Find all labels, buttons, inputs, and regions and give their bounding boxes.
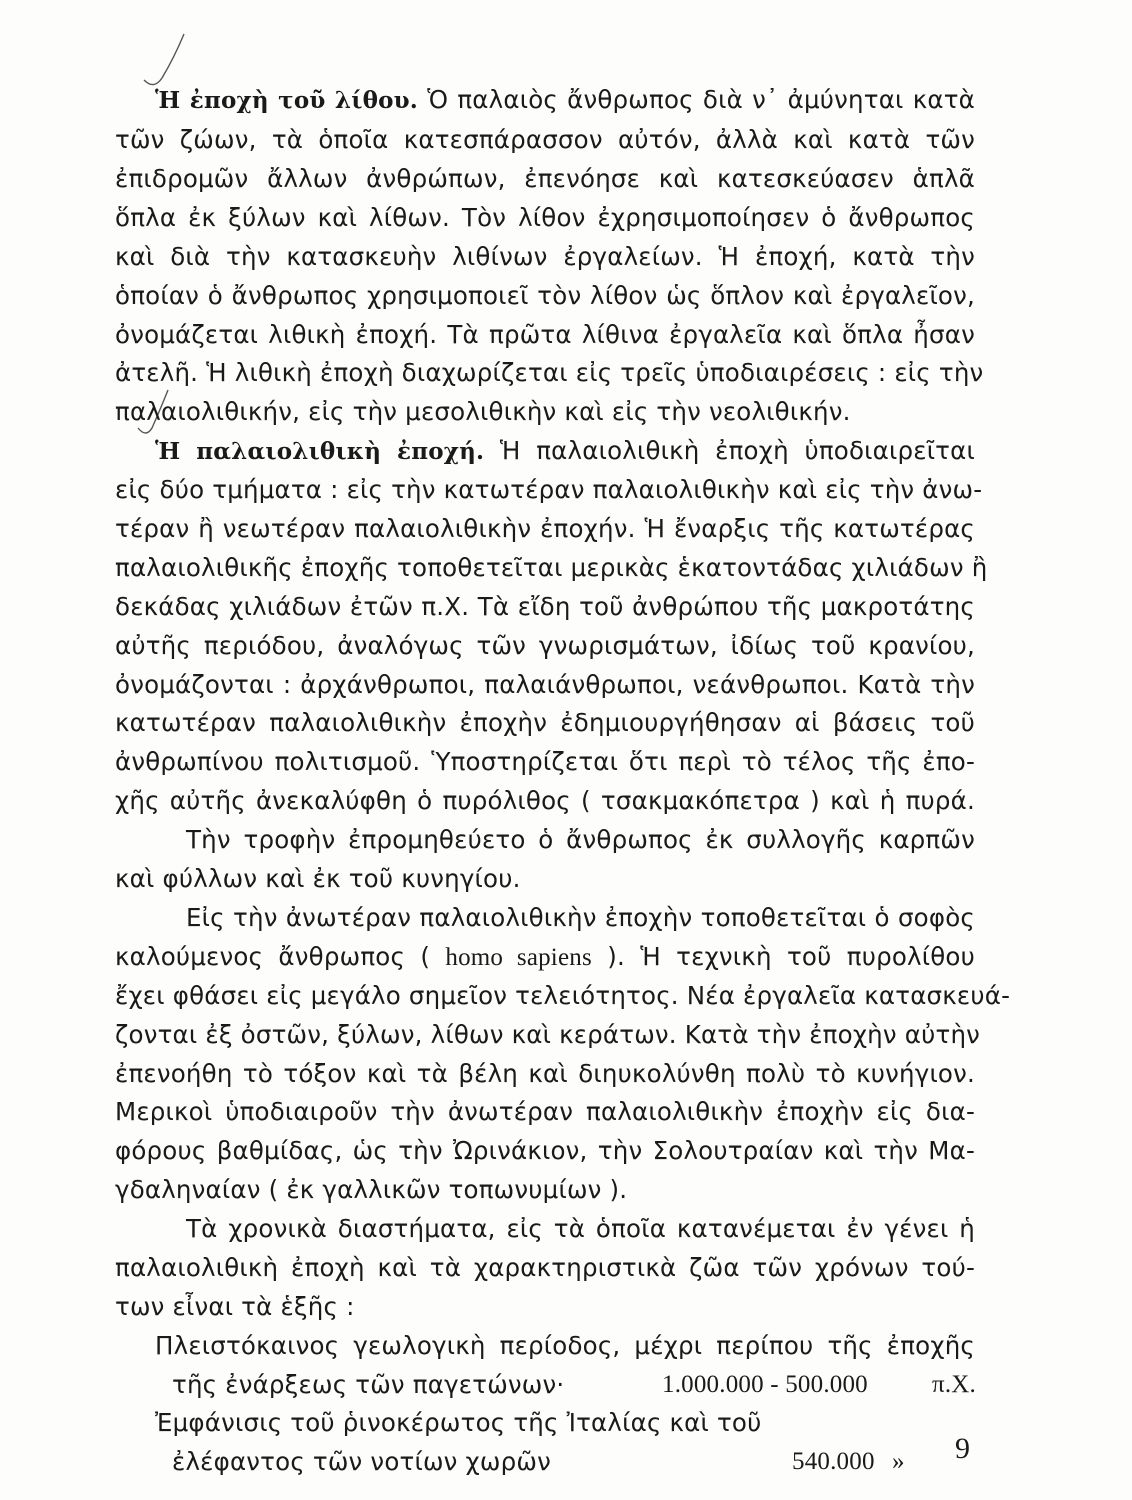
paragraph-4-line: ἐπενοήθη τὸ τόξον καὶ τὰ βέλη καὶ διηυκολύνθη πολὺ τὸ κυνήγιον. — [115, 1059, 975, 1088]
paragraph-4-line: γδαληναίαν ( ἐκ γαλλικῶν τοπωνυμίων ). — [115, 1175, 628, 1204]
paragraph-4-line: Μερικοὶ ὑποδιαιροῦν τὴν ἀνωτέραν παλαιολιθικὴν ἐποχὴν εἰς δια- — [115, 1097, 975, 1126]
paragraph-3-line: καὶ φύλλων καὶ ἐκ τοῦ κυνηγίου. — [115, 864, 521, 893]
paragraph-1-line: ὅπλα ἐκ ξύλων καὶ λίθων. Τὸν λίθον ἐχρησιμοποίησεν ὁ ἄνθρωπος — [115, 203, 975, 232]
paragraph-5-line: των εἶναι τὰ ἑξῆς : — [115, 1292, 355, 1321]
paragraph-2-line-1: Ἡ παλαιολιθικὴ ἐποχή. Ἡ παλαιολιθικὴ ἐποχὴ ὑποδιαιρεῖται — [155, 436, 975, 465]
paragraph-2-line: ἀνθρωπίνου πολιτισμοῦ. Ὑποστηρίζεται ὅτι περὶ τὸ τέλος τῆς ἐπο- — [115, 747, 975, 776]
timeline-unit: » — [892, 1448, 905, 1475]
paragraph-4-line: ἔχει φθάσει εἰς μεγάλο σημεῖον τελειότητος. Νέα ἐργαλεῖα κατασκευά- — [115, 981, 1011, 1010]
paragraph-4-line: φόρους βαθμίδας, ὡς τὴν Ὠρινάκιον, τὴν Σολουτραίαν καὶ τὴν Μα- — [115, 1136, 975, 1165]
section-heading-paleolithic: Ἡ παλαιολιθικὴ ἐποχή. — [155, 438, 485, 465]
timeline-value: 540.000 — [792, 1448, 875, 1475]
paragraph-2-line: δεκάδας χιλιάδων ἐτῶν π.Χ. Τὰ εἴδη τοῦ ἀνθρώπου τῆς μακροτάτης — [115, 592, 975, 621]
timeline-entry-1-line-1: Πλειστόκαινος γεωλογικὴ περίοδος, μέχρι περίπου τῆς ἐποχῆς — [155, 1331, 975, 1360]
timeline-value: 1.000.000 - 500.000 — [662, 1371, 868, 1398]
timeline-unit: π.Χ. — [932, 1371, 976, 1398]
timeline-entry-1-line-2: τῆς ἐνάρξεως τῶν παγετώνων· 1.000.000 - 500.000 π.Χ. — [172, 1370, 976, 1399]
paragraph-1-line: ἐπιδρομῶν ἄλλων ἀνθρώπων, ἐπενόησε καὶ κατεσκεύασεν ἁπλᾶ — [115, 164, 975, 193]
timeline-entry-2-line-1: Ἐμφάνισις τοῦ ῥινοκέρωτος τῆς Ἰταλίας καὶ τοῦ — [155, 1408, 762, 1437]
paragraph-4-line: Εἰς τὴν ἀνωτέραν παλαιολιθικὴν ἐποχὴν τοποθετεῖται ὁ σοφὸς — [186, 903, 975, 932]
paragraph-1-line: ὁποίαν ὁ ἄνθρωπος χρησιμοποιεῖ τὸν λίθον ὡς ὅπλον καὶ ἐργαλεῖον, — [115, 281, 975, 310]
section-heading-stone-age: Ἡ ἐποχὴ τοῦ λίθου. — [155, 87, 419, 114]
paragraph-2-line: εἰς δύο τμήματα : εἰς τὴν κατωτέραν παλαιολιθικὴν καὶ εἰς τὴν ἀνω- — [115, 475, 983, 504]
paragraph-5-line: παλαιολιθικὴ ἐποχὴ καὶ τὰ χαρακτηριστικὰ ζῶα τῶν χρόνων τού- — [115, 1253, 975, 1282]
paragraph-3-line: Τὴν τροφὴν ἐπρομηθεύετο ὁ ἄνθρωπος ἐκ συλλογῆς καρπῶν — [186, 825, 975, 854]
paragraph-2-line: ὀνομάζονται : ἀρχάνθρωποι, παλαιάνθρωποι, νεάνθρωποι. Κατὰ τὴν — [115, 670, 975, 699]
paragraph-1-line: καὶ διὰ τὴν κατασκευὴν λιθίνων ἐργαλείων. Ἡ ἐποχή, κατὰ τὴν — [115, 242, 975, 271]
paragraph-1-line-1: Ἡ ἐποχὴ τοῦ λίθου. Ὁ παλαιὸς ἄνθρωπος διὰ ν᾿ ἀμύνηται κατὰ — [155, 85, 975, 114]
paragraph-1-line: ἀτελῆ. Ἡ λιθικὴ ἐποχὴ διαχωρίζεται εἰς τρεῖς ὑποδιαιρέσεις : εἰς τὴν — [115, 358, 984, 387]
timeline-entry-2-line-2: ἐλέφαντος τῶν νοτίων χωρῶν 540.000 » — [172, 1447, 905, 1476]
paragraph-2-line: παλαιολιθικῆς ἐποχῆς τοποθετεῖται μερικὰς ἑκατοντάδας χιλιάδων ἢ — [115, 553, 988, 582]
paragraph-1-line: παλαιολιθικήν, εἰς τὴν μεσολιθικὴν καὶ εἰς τὴν νεολιθικήν. — [115, 397, 851, 426]
paragraph-2-line: τέραν ἢ νεωτέραν παλαιολιθικὴν ἐποχήν. Ἡ ἔναρξις τῆς κατωτέρας — [115, 514, 975, 543]
paragraph-2-line: αὐτῆς περιόδου, ἀναλόγως τῶν γνωρισμάτων, ἰδίως τοῦ κρανίου, — [115, 631, 975, 660]
paragraph-4-line: ζονται ἐξ ὀστῶν, ξύλων, λίθων καὶ κεράτων. Κατὰ τὴν ἐποχὴν αὐτὴν — [115, 1020, 981, 1049]
page-number: 9 — [955, 1432, 970, 1465]
paragraph-2-line: κατωτέραν παλαιολιθικὴν ἐποχὴν ἐδημιουργήθησαν αἱ βάσεις τοῦ — [115, 708, 975, 737]
latin-term: homo sapiens — [445, 944, 592, 971]
paragraph-5-line: Τὰ χρονικὰ διαστήματα, εἰς τὰ ὁποῖα κατανέμεται ἐν γένει ἡ — [186, 1214, 975, 1243]
pencil-check-mark — [140, 30, 190, 90]
paragraph-2-line: χῆς αὐτῆς ἀνεκαλύφθη ὁ πυρόλιθος ( τσακμακόπετρα ) καὶ ἡ πυρά. — [115, 786, 975, 815]
paragraph-4-line-latin: καλούμενος ἄνθρωπος ( homo sapiens ). Ἡ τεχνικὴ τοῦ πυρολίθου — [115, 942, 975, 971]
paragraph-1-line: τῶν ζώων, τὰ ὁποῖα κατεσπάρασσον αὐτόν, ἀλλὰ καὶ κατὰ τῶν — [115, 125, 975, 154]
paragraph-1-line: ὀνομάζεται λιθικὴ ἐποχή. Τὰ πρῶτα λίθινα ἐργαλεῖα καὶ ὅπλα ἦσαν — [115, 320, 975, 349]
